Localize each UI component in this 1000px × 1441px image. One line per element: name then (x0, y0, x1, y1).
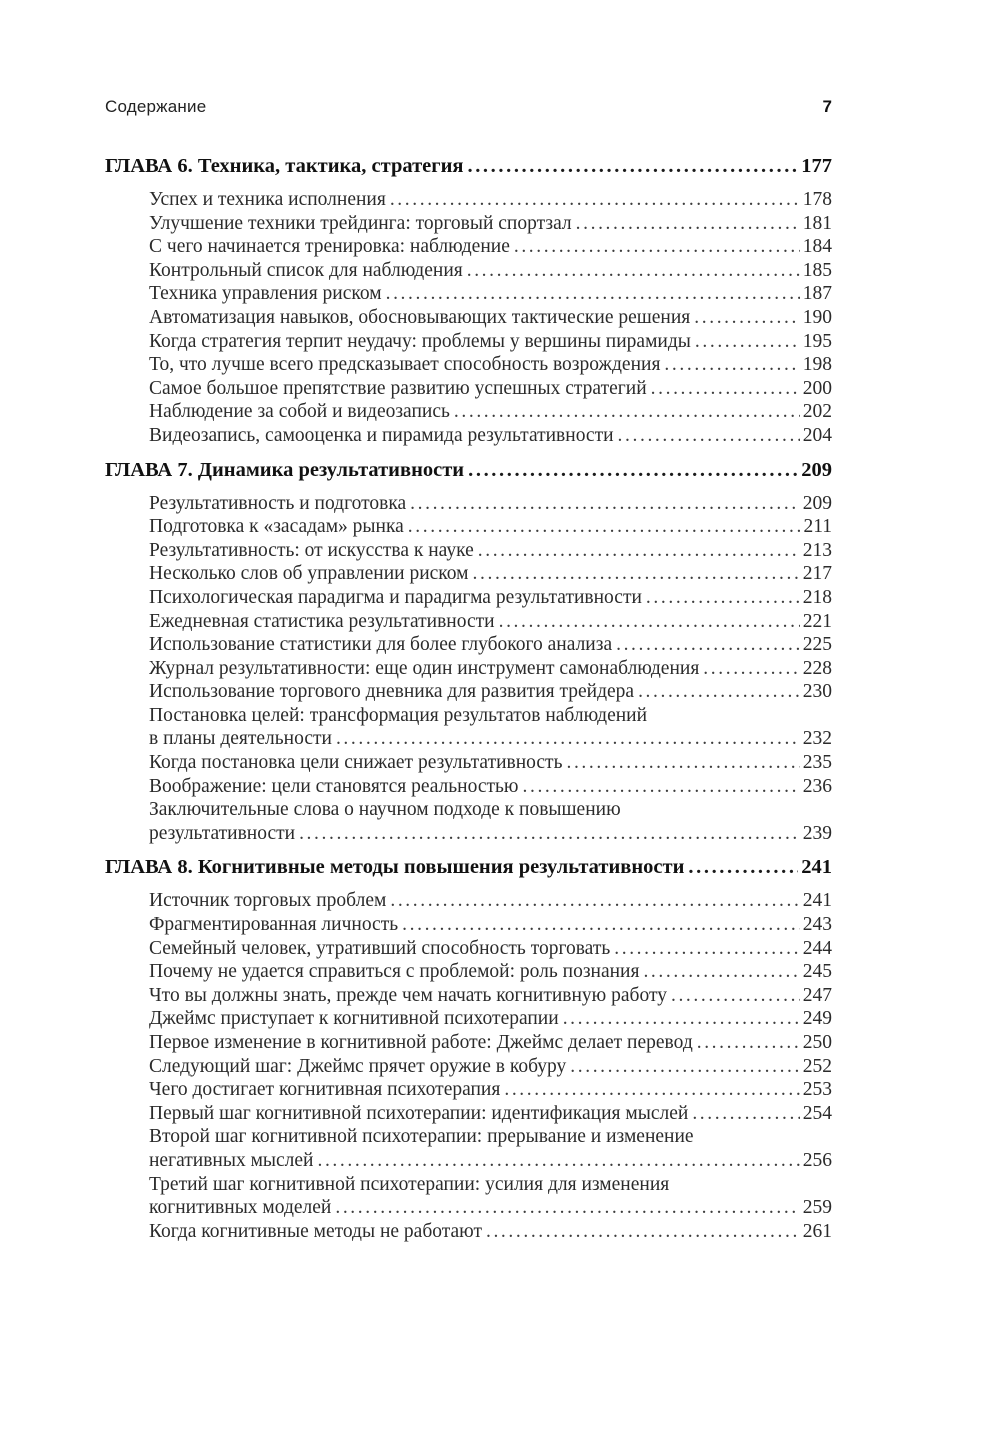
toc-entry-page-number: 221 (802, 610, 832, 632)
chapter-page-number: 209 (801, 458, 832, 481)
toc-entry (105, 889, 832, 913)
toc-entry-title: Чего достигает когнитивная психотерапия (149, 1079, 501, 1101)
toc-entry-title: Ежедневная статистика результативности (149, 610, 495, 632)
dot-leader (614, 937, 800, 961)
chapter-heading (105, 153, 832, 179)
toc-entry-title-continued: результативности (149, 822, 296, 844)
toc-entry (105, 282, 832, 306)
toc-entry (105, 353, 832, 377)
toc-entry-page-number: 213 (802, 539, 832, 561)
toc-entry-page-number: 241 (802, 890, 832, 912)
toc-entry (105, 657, 832, 681)
toc-entry-page-number: 195 (802, 330, 832, 352)
toc-entry (105, 562, 832, 586)
toc-entry-title: Джеймс приступает к когнитивной психотерапии (149, 1008, 559, 1030)
dot-leader (408, 515, 801, 539)
dot-leader (499, 610, 800, 634)
toc-entry (105, 424, 832, 448)
toc-section (105, 153, 832, 448)
dot-leader (638, 680, 800, 704)
toc-entry-title: Когда когнитивные методы не работают (149, 1220, 482, 1242)
toc-entry-wrapped-line (105, 1173, 832, 1197)
toc-entry-title: Фрагментированная личность (149, 914, 399, 936)
toc-entry-title: Когда постановка цели снижает результативность (149, 752, 563, 774)
toc-entry-page-number: 187 (802, 283, 832, 305)
dot-leader (390, 188, 800, 212)
toc-entry-page-number: 225 (802, 634, 832, 656)
toc-entry-title: Следующий шаг: Джеймс прячет оружие в кобуру (149, 1055, 567, 1077)
toc-entry-title: Видеозапись, самооценка и пирамида результативности (149, 424, 614, 446)
toc-entry-title: Улучшение техники трейдинга: торговый спортзал (149, 212, 572, 234)
toc-entry (105, 1078, 832, 1102)
toc-entry-page-number: 247 (802, 984, 832, 1006)
dot-leader (473, 562, 800, 586)
dot-leader (566, 751, 799, 775)
toc-entry-page-number: 181 (802, 212, 832, 234)
dot-leader (664, 353, 799, 377)
toc-entry-page-number: 178 (802, 189, 832, 210)
toc-entry-title: Почему не удается справиться с проблемой: роль познания (149, 961, 640, 983)
toc-entry-title: Успех и техника исполнения (149, 189, 386, 210)
dot-leader (643, 960, 799, 984)
dot-leader (651, 377, 800, 401)
toc-entry-title: Результативность: от искусства к науке (149, 539, 474, 561)
toc-entry-page-number: 228 (802, 657, 832, 679)
dot-leader (390, 889, 799, 913)
toc-entry (105, 822, 832, 846)
toc-entry (105, 330, 832, 354)
toc-entry-title: Самое большое препятствие развитию успешных стратегий (149, 377, 647, 399)
dot-leader (688, 854, 798, 880)
dot-leader (671, 984, 800, 1008)
toc-entry-title: Постановка целей: трансформация результатов наблюдений (149, 704, 648, 726)
dot-leader (402, 913, 800, 937)
table-of-contents (105, 153, 832, 1243)
toc-entry-page-number: 259 (802, 1197, 832, 1219)
toc-entry (105, 1055, 832, 1079)
toc-entry (105, 212, 832, 236)
toc-entry-wrapped-line (105, 1125, 832, 1149)
toc-entry-page-number: 244 (802, 937, 832, 959)
dot-leader (703, 657, 799, 681)
toc-entry-title: Когда стратегия терпит неудачу: проблемы у вершины пирамиды (149, 330, 691, 352)
toc-entry (105, 1220, 832, 1244)
toc-entry-page-number: 185 (802, 259, 832, 281)
page-content (105, 97, 832, 1252)
toc-entry-title: Воображение: цели становятся реальностью (149, 775, 519, 797)
toc-entry-page-number: 239 (802, 822, 832, 844)
chapter-title: ГЛАВА 7. Динамика результативности (105, 458, 465, 481)
toc-entry (105, 1196, 832, 1220)
toc-entry (105, 633, 832, 657)
toc-entry-title: Журнал результативности: еще один инструмент самонаблюдения (149, 657, 700, 679)
toc-entry-title: Третий шаг когнитивной психотерапии: усилия для изменения (149, 1173, 670, 1195)
toc-entry (105, 1149, 832, 1173)
toc-entry-page-number: 230 (802, 681, 832, 703)
toc-entry-page-number: 211 (803, 516, 832, 538)
toc-entry-page-number: 190 (802, 306, 832, 328)
dot-leader (646, 586, 800, 610)
toc-entry-title: Несколько слов об управлении риском (149, 563, 469, 585)
dot-leader (616, 633, 800, 657)
dot-leader (570, 1055, 799, 1079)
dot-leader (514, 235, 800, 259)
dot-leader (467, 259, 800, 283)
toc-entry (105, 1007, 832, 1031)
toc-entry (105, 937, 832, 961)
chapter-title: ГЛАВА 8. Когнитивные методы повышения результативности (105, 856, 685, 879)
toc-entry (105, 751, 832, 775)
dot-leader (386, 282, 800, 306)
dot-leader (468, 457, 798, 483)
toc-entry-page-number: 202 (802, 401, 832, 423)
toc-entry (105, 727, 832, 751)
running-header (105, 97, 832, 117)
toc-entry (105, 610, 832, 634)
toc-section (105, 854, 832, 1243)
toc-entry-page-number: 249 (802, 1008, 832, 1030)
chapter-heading (105, 457, 832, 483)
toc-entry-title: Второй шаг когнитивной психотерапии: прерывание и изменение (149, 1126, 694, 1148)
toc-entry (105, 515, 832, 539)
toc-entry-title: Техника управления риском (149, 283, 382, 305)
dot-leader (478, 539, 800, 563)
toc-entry (105, 1031, 832, 1055)
dot-leader (692, 1102, 799, 1126)
toc-entry-title: Заключительные слова о научном подходе к повышению (149, 799, 621, 821)
toc-entry (105, 680, 832, 704)
toc-entry-title: Первый шаг когнитивной психотерапии: идентификация мыслей (149, 1102, 689, 1124)
toc-entry (105, 259, 832, 283)
toc-entry-title: С чего начинается тренировка: наблюдение (149, 236, 510, 258)
dot-leader (467, 153, 798, 179)
toc-entry-page-number: 254 (802, 1102, 832, 1124)
toc-entry (105, 492, 832, 516)
chapter-title: ГЛАВА 6. Техника, тактика, стратегия (105, 155, 464, 177)
toc-entry-page-number: 200 (802, 377, 832, 399)
toc-entry-page-number: 253 (802, 1079, 832, 1101)
toc-entry-page-number: 236 (802, 775, 832, 797)
toc-entry (105, 377, 832, 401)
dot-leader (563, 1007, 800, 1031)
toc-entry-page-number: 256 (802, 1149, 832, 1171)
toc-entry-wrapped-line (105, 798, 832, 822)
dot-leader (618, 424, 800, 448)
toc-entry-title: Использование торгового дневника для развития трейдера (149, 681, 635, 703)
dot-leader (335, 1196, 799, 1220)
chapter-heading (105, 854, 832, 880)
toc-entry (105, 1102, 832, 1126)
dot-leader (695, 330, 800, 354)
toc-entry-title: То, что лучше всего предсказывает способность возрождения (149, 354, 661, 376)
toc-entry-page-number: 250 (802, 1032, 832, 1053)
toc-entry-title-continued: негативных мыслей (149, 1149, 314, 1171)
page-number: 7 (822, 97, 832, 116)
toc-entry-page-number: 243 (802, 914, 832, 936)
chapter-page-number: 241 (801, 856, 832, 879)
toc-entry-title: Автоматизация навыков, обосновывающих тактические решения (149, 306, 691, 328)
toc-entry-title: Первое изменение в когнитивной работе: Джеймс делает перевод (149, 1032, 693, 1053)
toc-entry (105, 984, 832, 1008)
toc-entry (105, 586, 832, 610)
toc-entry-title: Результативность и подготовка (149, 492, 407, 514)
dot-leader (576, 212, 800, 236)
dot-leader (504, 1078, 799, 1102)
toc-entry (105, 539, 832, 563)
toc-entry-title: Источник торговых проблем (149, 890, 387, 912)
dot-leader (454, 400, 800, 424)
toc-section (105, 457, 832, 846)
toc-entry-page-number: 204 (802, 424, 832, 446)
toc-entry-page-number: 184 (802, 236, 832, 258)
dot-leader (410, 492, 800, 516)
toc-entry-title-continued: когнитивных моделей (149, 1197, 332, 1219)
toc-entry (105, 775, 832, 799)
toc-entry-title: Наблюдение за собой и видеозапись (149, 401, 450, 423)
toc-entry-title-continued: в планы деятельности (149, 728, 332, 750)
toc-entry-page-number: 245 (802, 961, 832, 983)
toc-entry-page-number: 261 (802, 1220, 832, 1242)
toc-entry-title: Подготовка к «засадам» рынка (149, 516, 404, 538)
toc-entry (105, 960, 832, 984)
toc-entry-page-number: 252 (802, 1055, 832, 1077)
dot-leader (694, 306, 799, 330)
toc-entry-title: Семейный человек, утративший способность торговать (149, 937, 611, 959)
toc-entry-title: Использование статистики для более глубокого анализа (149, 634, 613, 656)
toc-entry (105, 913, 832, 937)
toc-entry-page-number: 218 (802, 586, 832, 608)
running-header-title: Содержание (105, 97, 207, 116)
toc-entry (105, 400, 832, 424)
dot-leader (697, 1031, 800, 1055)
dot-leader (486, 1220, 800, 1244)
toc-entry (105, 235, 832, 259)
dot-leader (317, 1149, 799, 1173)
toc-entry-page-number: 198 (802, 354, 832, 376)
dot-leader (336, 727, 800, 751)
toc-entry-page-number: 232 (802, 728, 832, 750)
toc-entry (105, 306, 832, 330)
toc-entry-page-number: 217 (802, 563, 832, 585)
toc-entry-page-number: 235 (802, 752, 832, 774)
toc-entry (105, 188, 832, 212)
toc-entry-title: Психологическая парадигма и парадигма результативности (149, 586, 642, 608)
chapter-page-number: 177 (801, 155, 832, 177)
toc-entry-title: Контрольный список для наблюдения (149, 259, 463, 281)
toc-entry-wrapped-line (105, 704, 832, 728)
dot-leader (523, 775, 800, 799)
dot-leader (299, 822, 800, 846)
toc-entry-title: Что вы должны знать, прежде чем начать когнитивную работу (149, 984, 667, 1006)
toc-entry-page-number: 209 (802, 492, 832, 514)
